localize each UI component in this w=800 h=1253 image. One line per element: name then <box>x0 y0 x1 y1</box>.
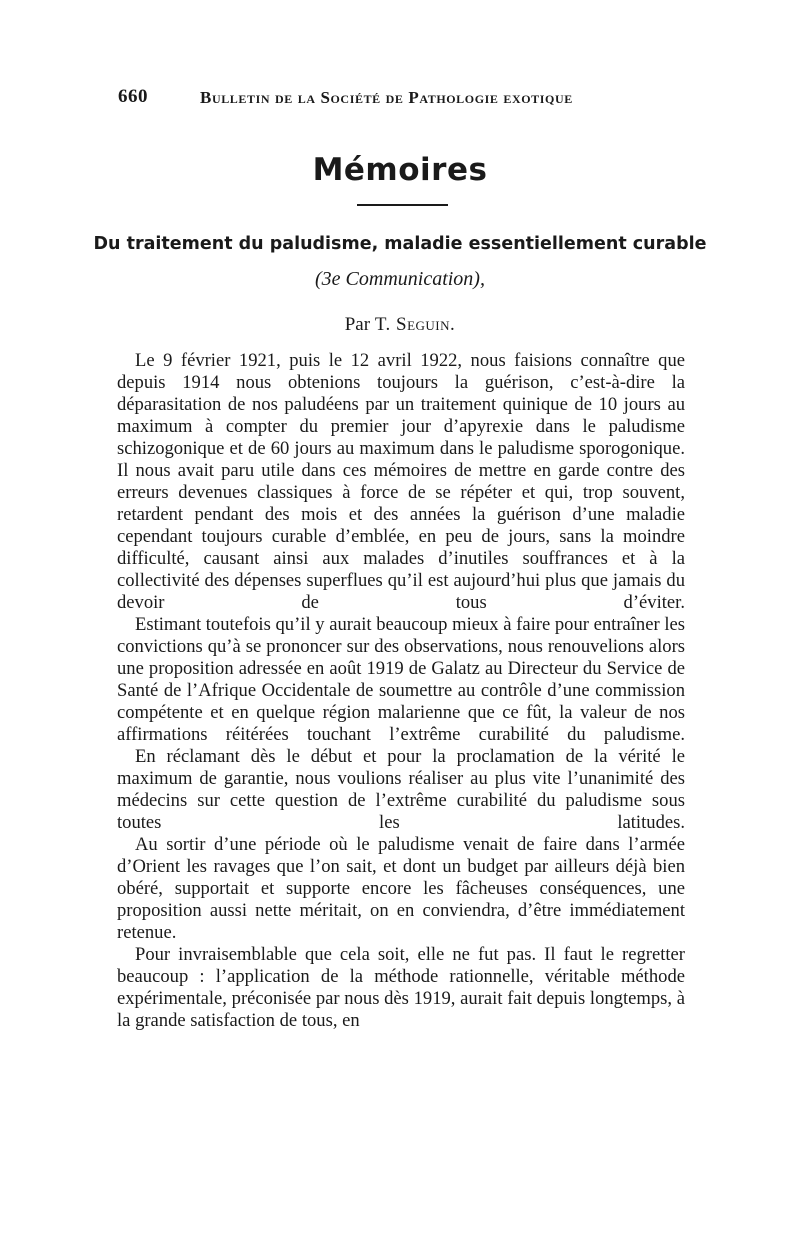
author-line <box>0 314 800 336</box>
running-head: Bulletin de la Société de Pathologie exotique <box>200 88 573 107</box>
paragraph: Pour invraisemblable que cela soit, elle ne fut pas. Il faut le regretter beaucoup : l’application de la méthode rationnelle, véritable méthode expérimentale, préconisée par nous dès 1919, aurait fait depuis longtemps, à la grande satisfaction de tous, en <box>117 944 685 1031</box>
author-name: T. Seguin. <box>374 314 456 335</box>
article-body <box>117 350 685 1032</box>
title-rule <box>357 204 448 206</box>
section-title: Mémoires <box>312 152 488 188</box>
paragraph: En réclamant dès le début et pour la proclamation de la vérité le maximum de garantie, nous voulions réaliser au plus vite l’unanimité des médecins sur cette question de l’extrême curabilité du paludisme sous toutes les latitudes. <box>117 746 685 833</box>
page-number: 660 <box>118 86 148 107</box>
author-prefix: Par <box>344 314 371 335</box>
article-title: Du traitement du paludisme, maladie essentiellement curable <box>93 234 707 254</box>
paragraph: Le 9 février 1921, puis le 12 avril 1922, nous faisions connaître que depuis 1914 nous obtenions toujours la guérison, c’est-à-dire la déparasitation de nos paludéens par un traitement quinique de 10 jours au maximum à compter du premier jour d’apyrexie dans le paludisme schizogonique et de 60 jours au maximum dans le paludisme sporogonique. Il nous avait paru utile dans ces mémoires de mettre en garde contre des erreurs devenues classiques à force de se répéter et qui, trop souvent, retardent pendant des mois et des années la guérison d’une maladie cependant toujours curable d’emblée, en peu de jours, sans la moindre difficulté, causant ainsi aux malades d’inutiles souffrances et à la collectivité des dépenses superflues qu’il est aujourd’hui plus que jamais du devoir de tous d’éviter. <box>117 350 685 613</box>
paragraph: Au sortir d’une période où le paludisme venait de faire dans l’armée d’Orient les ravages que l’on sait, et dont un budget par ailleurs déjà bien obéré, supportait et supporte encore les fâcheuses conséquences, une proposition aussi nette méritait, on en conviendra, d’être immédiatement retenue. <box>117 834 685 943</box>
paragraph: Estimant toutefois qu’il y aurait beaucoup mieux à faire pour entraîner les convictions qu’à se prononcer sur des observations, nous renouvelions alors une proposition adressée en août 1919 de Galatz au Directeur du Service de Santé de l’Afrique Occidentale de soumettre au contrôle d’une commission compétente et en quelque région malarienne que ce fût, la valeur de nos affirmations réitérées touchant l’extrême curabilité du paludisme. <box>117 614 685 745</box>
communication-note: (3e Communication), <box>315 268 485 290</box>
